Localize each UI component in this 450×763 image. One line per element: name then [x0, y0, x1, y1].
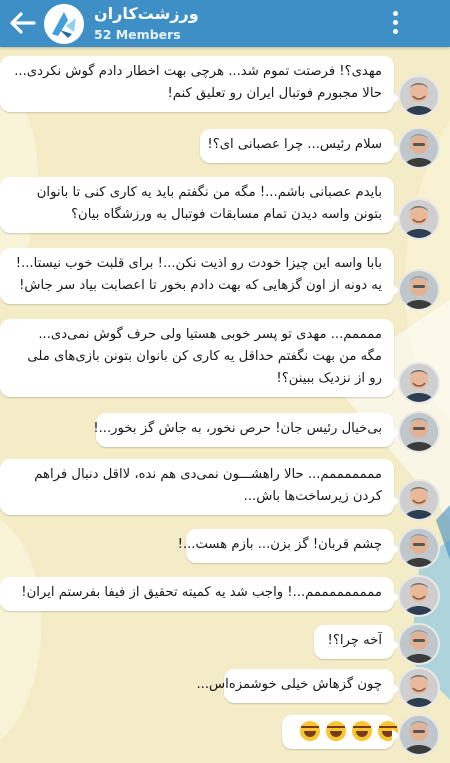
message-text: یه دونه از اون گزهایی که بهت دادم بخور تا اعصابت بیاد سر جاش! — [19, 278, 382, 293]
message-bubble[interactable] — [0, 56, 394, 112]
laughing-emoji-icon — [378, 721, 398, 741]
message-emoji-line — [294, 721, 382, 743]
message-text: مگه من بهت نگفتم حداقل یه کاری کن بانوان بتونن بازی‌های ملی — [27, 349, 382, 364]
message-row — [0, 711, 440, 755]
message-text: آخه چرا؟! — [327, 633, 382, 648]
sender-avatar-mehdi[interactable] — [398, 667, 440, 709]
message-text: سلام رئیس... چرا عصبانی ای؟! — [207, 137, 382, 152]
group-logo — [44, 4, 84, 44]
message-row — [0, 127, 440, 171]
back-button[interactable] — [8, 10, 38, 36]
group-title[interactable]: ورزشت‌کاران — [94, 4, 199, 23]
message-text: مممممممممم...! واجب شد یه کمیته تحقیق از فیفا بفرستم ایران! — [21, 585, 382, 600]
sender-avatar-president[interactable] — [398, 127, 440, 169]
message-text: کردن زیرساخت‌ها باش... — [243, 489, 382, 504]
message-bubble[interactable] — [0, 459, 394, 515]
sender-avatar-president[interactable] — [398, 269, 440, 311]
message-row — [0, 56, 440, 114]
person-avatar-icon — [400, 129, 438, 167]
message-text: بایدم عصبانی باشم...! مگه من نگفتم باید یه کاری کنی تا بانوان — [36, 185, 382, 200]
message-bubble[interactable] — [177, 529, 394, 563]
message-row — [0, 248, 440, 306]
sender-avatar-mehdi[interactable] — [398, 575, 440, 617]
message-text: بتونن واسه دیدن تمام مسابقات فوتبال به ورزشگاه بیان؟ — [71, 207, 382, 222]
person-avatar-icon — [400, 669, 438, 707]
message-row — [0, 177, 440, 235]
message-row — [0, 621, 440, 663]
laughing-emoji-icon — [352, 721, 372, 741]
person-avatar-icon — [400, 77, 438, 115]
more-vertical-icon — [393, 11, 398, 16]
message-bubble[interactable] — [0, 248, 394, 304]
message-bubble[interactable] — [0, 177, 394, 233]
message-text: بابا واسه این چیزا خودت رو اذیت نکن...! برای قلبت خوب نیستا...! — [15, 256, 382, 271]
sender-avatar-mehdi[interactable] — [398, 75, 440, 117]
person-avatar-icon — [400, 716, 438, 754]
message-bubble[interactable] — [93, 413, 394, 447]
laughing-emoji-icon — [300, 721, 320, 741]
message-row — [0, 411, 440, 453]
sender-avatar-president[interactable] — [398, 714, 440, 756]
message-row — [0, 459, 440, 519]
person-avatar-icon — [400, 529, 438, 567]
message-row — [0, 573, 440, 615]
message-text: حالا مجبورم فوتبال ایران رو تعلیق کنم! — [167, 86, 382, 101]
sender-avatar-mehdi[interactable] — [398, 479, 440, 521]
message-text: مهدی؟! فرصتت تموم شد... هرچی بهت اخطار دادم گوش نکردی... — [14, 64, 382, 79]
message-bubble[interactable] — [0, 319, 394, 397]
message-text: چون گزهاش خیلی خوشمزه‌اس... — [196, 677, 382, 692]
message-text: رو از نزدیک ببینن؟! — [276, 371, 382, 386]
person-avatar-icon — [400, 577, 438, 615]
message-text: چشم قربان! گز بزن... بازم هست...! — [177, 537, 382, 552]
more-menu-button[interactable] — [387, 11, 403, 37]
message-row — [0, 319, 440, 401]
person-avatar-icon — [400, 200, 438, 238]
sender-avatar-president[interactable] — [398, 527, 440, 569]
person-avatar-icon — [400, 271, 438, 309]
message-text: بی‌خیال رئیس جان! حرص نخور، به جاش گز بخور...! — [93, 421, 382, 436]
group-avatar[interactable] — [44, 4, 84, 44]
laughing-emoji-icon — [326, 721, 346, 741]
message-text: ممممم... مهدی تو پسر خوبی هستیا ولی حرف گوش نمی‌دی... — [38, 327, 382, 342]
person-avatar-icon — [400, 481, 438, 519]
person-avatar-icon — [400, 413, 438, 451]
person-avatar-icon — [400, 364, 438, 402]
sender-avatar-mehdi[interactable] — [398, 198, 440, 240]
chat-header — [0, 0, 450, 47]
sender-avatar-president[interactable] — [398, 623, 440, 665]
message-bubble[interactable] — [196, 669, 394, 703]
message-bubble[interactable] — [282, 715, 394, 749]
message-row — [0, 665, 440, 707]
sender-avatar-president[interactable] — [398, 411, 440, 453]
arrow-left-icon — [8, 10, 38, 36]
sender-avatar-mehdi[interactable] — [398, 362, 440, 404]
message-bubble[interactable] — [200, 129, 394, 163]
message-text: مممممممم... حالا راهشـــون نمی‌دی هم نده، لااقل دنبال فراهم — [34, 467, 382, 482]
person-avatar-icon — [400, 625, 438, 663]
member-count: 52 Members — [94, 27, 181, 42]
message-row — [0, 525, 440, 567]
message-bubble[interactable] — [314, 625, 394, 659]
message-list[interactable] — [0, 47, 450, 763]
message-bubble[interactable] — [0, 577, 394, 611]
